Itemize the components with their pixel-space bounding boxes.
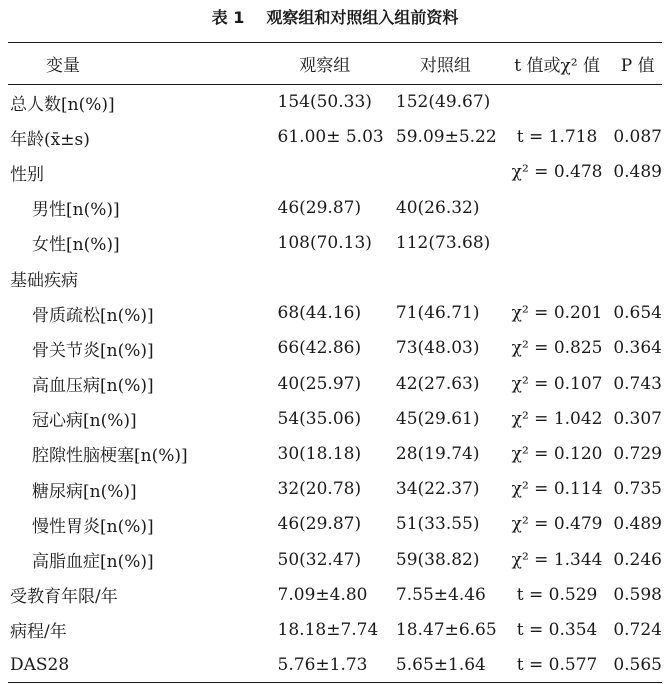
- p-value-cell: 0.743: [613, 373, 662, 394]
- observation-cell: 154(50.33): [277, 92, 372, 113]
- variable-cell: 骨关节炎[n(%)]: [32, 340, 154, 361]
- stat-cell: [501, 225, 613, 260]
- table-number: 表 1: [211, 8, 245, 27]
- control-cell: 5.65±1.64: [390, 648, 501, 683]
- observation-cell: 5.76±1.73: [260, 648, 390, 683]
- control-cell: 112(73.68): [395, 232, 491, 253]
- table-row: [8, 296, 662, 331]
- p-value-cell: [613, 225, 662, 260]
- table-row: [8, 507, 662, 542]
- observation-cell: [260, 155, 390, 190]
- control-cell: 34(22.37): [395, 479, 480, 500]
- p-value-cell: [613, 260, 662, 295]
- stat-cell: χ² = 1.344: [511, 549, 603, 570]
- table-row: [8, 190, 662, 225]
- control-cell: 59.09±5.22: [395, 127, 497, 148]
- p-value-cell: 0.364: [613, 338, 662, 359]
- stat-cell: t = 0.354: [516, 619, 598, 640]
- p-value-cell: 0.654: [613, 303, 662, 324]
- p-value-cell: [613, 85, 662, 120]
- p-value-cell: 0.598: [613, 584, 662, 605]
- p-value-cell: 0.489: [613, 514, 662, 535]
- stat-cell: t = 0.577: [501, 648, 613, 683]
- observation-cell: 18.18±7.74: [277, 619, 379, 640]
- stat-cell: χ² = 0.478: [511, 162, 603, 183]
- p-value-cell: 0.729: [613, 443, 662, 464]
- header-row: [8, 43, 662, 85]
- control-cell: [390, 260, 501, 295]
- variable-cell: 冠心病[n(%)]: [32, 411, 137, 432]
- observation-cell: 54(35.06): [277, 408, 362, 429]
- stat-cell: t = 1.718: [516, 127, 598, 148]
- variable-cell: 男性[n(%)]: [32, 200, 120, 221]
- p-value-cell: 0.565: [613, 648, 662, 683]
- variable-cell: 总人数[n(%)]: [10, 94, 115, 115]
- variable-cell: 糖尿病[n(%)]: [32, 481, 137, 502]
- p-value-cell: 0.087: [613, 127, 662, 148]
- observation-cell: 46(29.87): [277, 197, 362, 218]
- control-cell: 42(27.63): [395, 373, 480, 394]
- p-value-cell: 0.735: [613, 479, 662, 500]
- control-cell: [390, 155, 501, 190]
- stat-cell: χ² = 1.042: [511, 408, 603, 429]
- variable-cell: 高脂血症[n(%)]: [32, 552, 154, 573]
- p-value-cell: [613, 190, 662, 225]
- variable-cell: 病程/年: [10, 622, 67, 643]
- control-cell: 45(29.61): [395, 408, 480, 429]
- table-row: [8, 331, 662, 366]
- table-body: [8, 85, 662, 683]
- table-row: [8, 120, 662, 155]
- table-row: [8, 542, 662, 577]
- table-row: [8, 401, 662, 436]
- stat-cell: [501, 260, 613, 295]
- variable-cell: 基础疾病: [10, 270, 78, 291]
- header-variable: 变量: [8, 43, 260, 85]
- variable-cell: 受教育年限/年: [10, 587, 118, 608]
- observation-cell: 108(70.13): [277, 232, 372, 253]
- observation-cell: 61.00± 5.03: [277, 127, 384, 148]
- table-row: [8, 225, 662, 260]
- variable-cell: 腔隙性脑梗塞[n(%)]: [32, 446, 188, 467]
- variable-cell: 年龄(x̄±s): [10, 129, 90, 150]
- header-stat: t 值或χ² 值: [501, 43, 613, 85]
- observation-cell: [260, 260, 390, 295]
- observation-cell: 40(25.97): [277, 373, 362, 394]
- observation-cell: 46(29.87): [277, 514, 362, 535]
- stat-cell: χ² = 0.120: [511, 443, 603, 464]
- table-row: [8, 472, 662, 507]
- control-cell: 59(38.82): [395, 549, 480, 570]
- observation-cell: 32(20.78): [277, 479, 362, 500]
- variable-cell: 慢性胃炎[n(%)]: [32, 516, 154, 537]
- stat-cell: χ² = 0.107: [511, 373, 603, 394]
- table-row: [8, 436, 662, 471]
- variable-cell: 高血压病[n(%)]: [32, 376, 154, 397]
- table-row: [8, 85, 662, 120]
- p-value-cell: 0.489: [613, 162, 662, 183]
- control-cell: 152(49.67): [395, 92, 491, 113]
- control-cell: 71(46.71): [395, 303, 480, 324]
- table-caption: [0, 8, 670, 28]
- p-value-cell: 0.307: [613, 408, 662, 429]
- variable-cell: 骨质疏松[n(%)]: [32, 305, 154, 326]
- control-cell: 40(26.32): [395, 197, 480, 218]
- control-cell: 7.55±4.46: [395, 584, 486, 605]
- table-row: [8, 648, 662, 683]
- header-observation: 观察组: [260, 43, 390, 85]
- stat-cell: t = 0.529: [516, 584, 598, 605]
- observation-cell: 7.09±4.80: [277, 584, 368, 605]
- stat-cell: χ² = 0.201: [511, 303, 603, 324]
- table-row: [8, 155, 662, 190]
- baseline-table: [8, 42, 662, 683]
- table-row: [8, 612, 662, 647]
- control-cell: 73(48.03): [395, 338, 480, 359]
- header-p: P 值: [613, 43, 662, 85]
- observation-cell: 50(32.47): [277, 549, 362, 570]
- variable-cell: 女性[n(%)]: [32, 235, 120, 256]
- stat-cell: χ² = 0.825: [511, 338, 603, 359]
- table-row: [8, 260, 662, 295]
- p-value-cell: 0.724: [613, 619, 662, 640]
- control-cell: 18.47±6.65: [395, 619, 497, 640]
- stat-cell: χ² = 0.479: [511, 514, 603, 535]
- control-cell: 28(19.74): [395, 443, 480, 464]
- stat-cell: χ² = 0.114: [511, 479, 603, 500]
- observation-cell: 30(18.18): [277, 443, 362, 464]
- header-control: 对照组: [390, 43, 501, 85]
- p-value-cell: 0.246: [613, 549, 662, 570]
- table-row: [8, 366, 662, 401]
- observation-cell: 68(44.16): [277, 303, 362, 324]
- control-cell: 51(33.55): [395, 514, 480, 535]
- variable-cell: DAS28: [8, 648, 260, 683]
- stat-cell: [501, 190, 613, 225]
- variable-cell: 性别: [10, 164, 44, 185]
- stat-cell: [501, 85, 613, 120]
- observation-cell: 66(42.86): [277, 338, 362, 359]
- table-title: 观察组和对照组入组前资料: [266, 8, 459, 27]
- table-row: [8, 577, 662, 612]
